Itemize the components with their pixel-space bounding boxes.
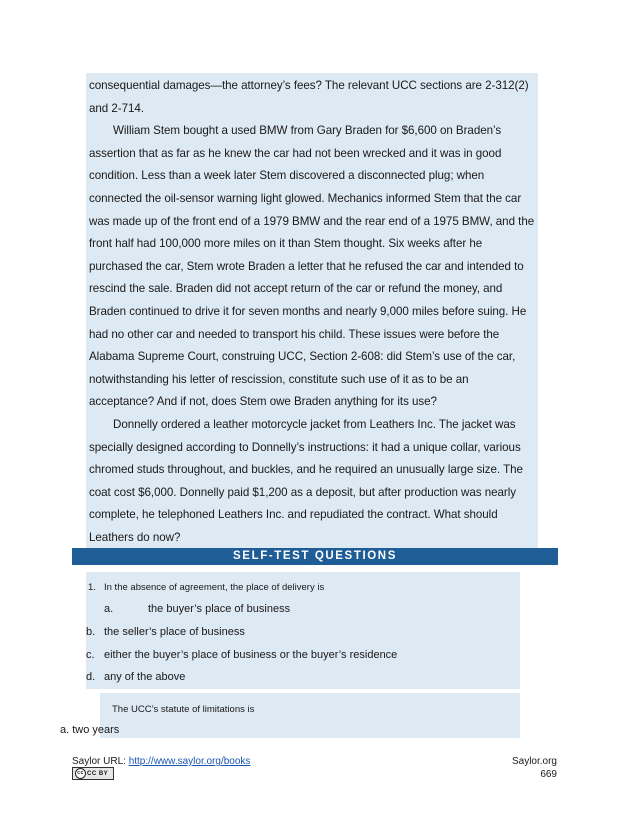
question-text: In the absence of agreement, the place of delivery is <box>104 582 325 593</box>
creative-commons-icon: cc <box>75 768 86 779</box>
option-letter: c. <box>86 649 95 661</box>
option-text: either the buyer’s place of business or the buyer’s residence <box>104 649 398 661</box>
discussion-text-block <box>86 73 538 548</box>
page-number: 669 <box>540 769 557 780</box>
option-text: the buyer’s place of business <box>148 603 291 615</box>
footer-url-label: Saylor URL: <box>72 756 129 767</box>
question-number: 1. <box>88 582 96 593</box>
paragraph: consequential damages—the attorney’s fees? The relevant UCC sections are 2-312(2) and 2-714. <box>89 79 529 115</box>
footer-source <box>72 756 250 767</box>
option-letter: d. <box>86 671 96 683</box>
question-text: The UCC’s statute of limitations is <box>112 704 255 715</box>
option-text: a. two years <box>60 724 120 736</box>
option-letter: b. <box>86 626 96 638</box>
footer-url-link[interactable]: http://www.saylor.org/books <box>128 756 251 767</box>
option-letter: a. <box>104 603 114 615</box>
paragraph: Donnelly ordered a leather motorcycle jacket from Leathers Inc. The jacket was specially designed according to Donnelly’s instructions: it had a unique collar, various chromed studs throughout, and buckles, and he required an unusually large size. The coat cost $6,000. Donnelly paid $1,200 as a deposit, but after production was nearly complete, he telephoned Leathers Inc. and repudiated the contract. What should Leathers do now? <box>89 417 523 544</box>
option-text: any of the above <box>104 671 186 683</box>
paragraph: William Stem bought a used BMW from Gary Braden for $6,600 on Braden’s assertion that as far as he knew the car had not been wrecked and it was in good condition. Less than a week later Stem discovered a disconnected plug; when connected the oil-sensor warning light glowed. Mechanics informed Stem that the car was made up of the front end of a 1979 BMW and the rear end of a 1975 BMW, and the front half had 100,000 more miles on it than Stem thought. Six weeks after he purchased the car, Stem wrote Braden a letter that he refused the car and intended to rescind the sale. Braden did not accept return of the car or refund the money, and Braden continued to drive it for seven months and nearly 9,000 miles before suing. He had no other car and needed to transport his child. These issues were before the Alabama Supreme Court, construing UCC, Section 2-608: did Stem’s use of the car, notwithstanding his letter of rescission, constitute such use of it as to be an acceptance? And if not, does Stem owe Braden anything for its use? <box>89 124 535 409</box>
cc-license-badge <box>72 767 114 780</box>
section-heading-banner: SELF-TEST QUESTIONS <box>72 548 558 565</box>
option-text: the seller’s place of business <box>104 626 245 638</box>
license-label: CC BY <box>87 771 109 778</box>
footer-page-info <box>506 755 557 781</box>
footer-site: Saylor.org <box>511 756 557 767</box>
question-2-box <box>100 693 520 738</box>
